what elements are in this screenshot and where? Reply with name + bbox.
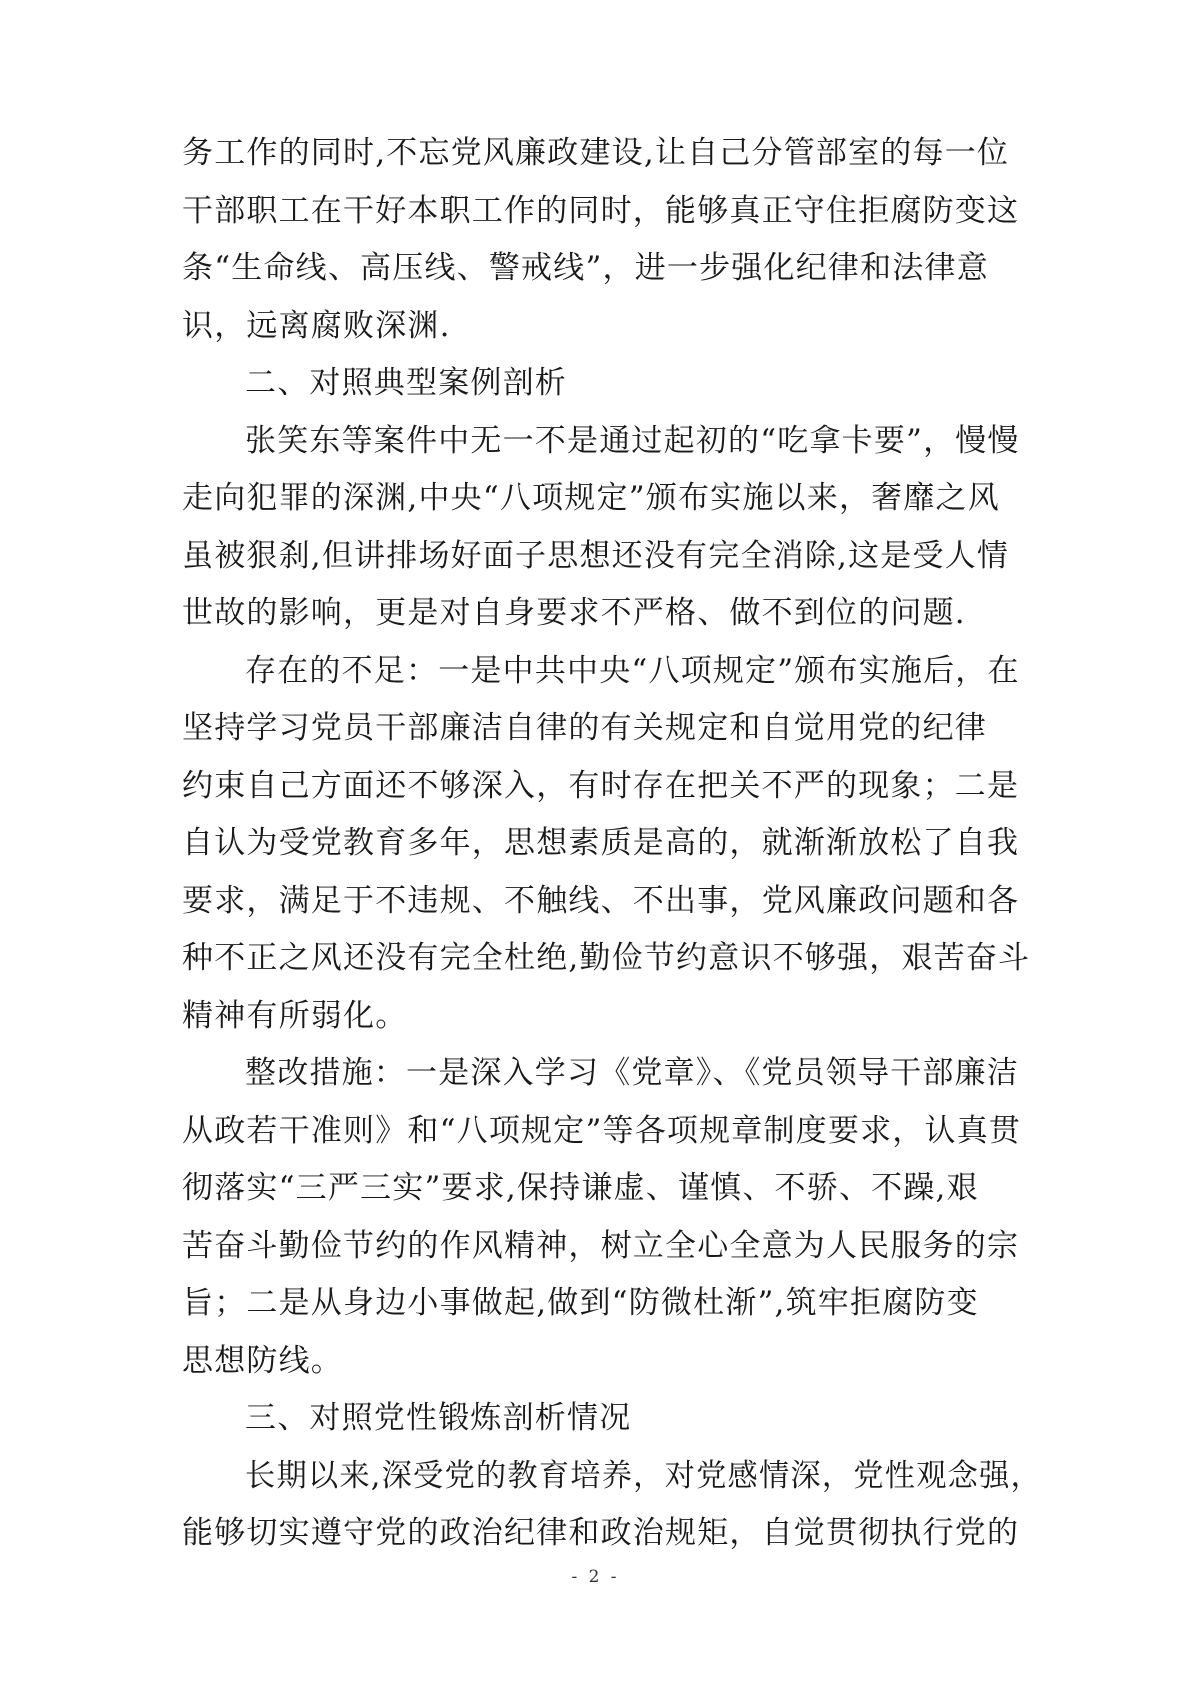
text-line: 坚持学习党员干部廉洁自律的有关规定和自觉用党的纪律: [182, 710, 987, 746]
text-line: 精神有所弱化。: [182, 997, 408, 1034]
text-line: 条“生命线、高压线、警戒线”，进一步强化纪律和法律意: [182, 250, 989, 286]
text-line: 干部职工在干好本职工作的同时，能够真正守住拒腐防变这: [182, 192, 1020, 229]
text-line: 走向犯罪的深渊,中央“八项规定”颁布实施以来，奢靡之风: [182, 480, 1000, 516]
text-line: 自认为受党教育多年，思想素质是高的，就渐渐放松了自我: [182, 825, 1020, 861]
text-line: 要求，满足于不违规、不触线、不出事，党风廉政问题和各: [182, 882, 1020, 919]
text-line: 种不正之风还没有完全杜绝,勤俭节约意识不够强，艰苦奋斗: [182, 940, 1031, 976]
text-line: 识，远离腐败深渊.: [182, 307, 451, 344]
text-line: 世故的影响，更是对自身要求不严格、做不到位的问题.: [182, 595, 966, 631]
text-line: 整改措施：一是深入学习《党章》、《党员领导干部廉洁: [245, 1055, 1019, 1091]
text-line: 思想防线。: [182, 1342, 343, 1379]
text-line: 旨；二是从身边小事做起,做到“防微杜渐”,筑牢拒腐防变: [182, 1285, 979, 1321]
text-line: 苦奋斗勤俭节约的作风精神，树立全心全意为人民服务的宗: [182, 1227, 1020, 1264]
page-number: - 2 -: [571, 1567, 620, 1587]
text-line: 三、对照党性锻炼剖析情况: [245, 1400, 632, 1436]
document-body: [182, 125, 1042, 1563]
text-line: 存在的不足：一是中共中央“八项规定”颁布实施后，在: [245, 652, 1020, 689]
text-line: 能够切实遵守党的政治纪律和政治规矩，自觉贯彻执行党的: [182, 1515, 1020, 1551]
text-line: 彻落实“三严三实”要求,保持谦虚、谨慎、不骄、不躁,艰: [182, 1170, 979, 1206]
text-line: 二、对照典型案例剖析: [245, 365, 567, 401]
text-line: 约束自己方面还不够深入，有时存在把关不严的现象；二是: [182, 767, 1020, 804]
text-line: 从政若干准则》和“八项规定”等各项规章制度要求，认真贯: [182, 1112, 1022, 1149]
text-line: 虽被狠刹,但讲排场好面子思想还没有完全消除,这是受人情: [182, 537, 1010, 574]
text-line: 张笑东等案件中无一不是通过起初的“吃拿卡要”，慢慢: [245, 422, 1020, 459]
text-line: 务工作的同时,不忘党风廉政建设,让自己分管部室的每一位: [182, 135, 1010, 171]
text-line: 长期以来,深受党的教育培养，对党感情深，党性观念强，: [245, 1457, 1042, 1494]
